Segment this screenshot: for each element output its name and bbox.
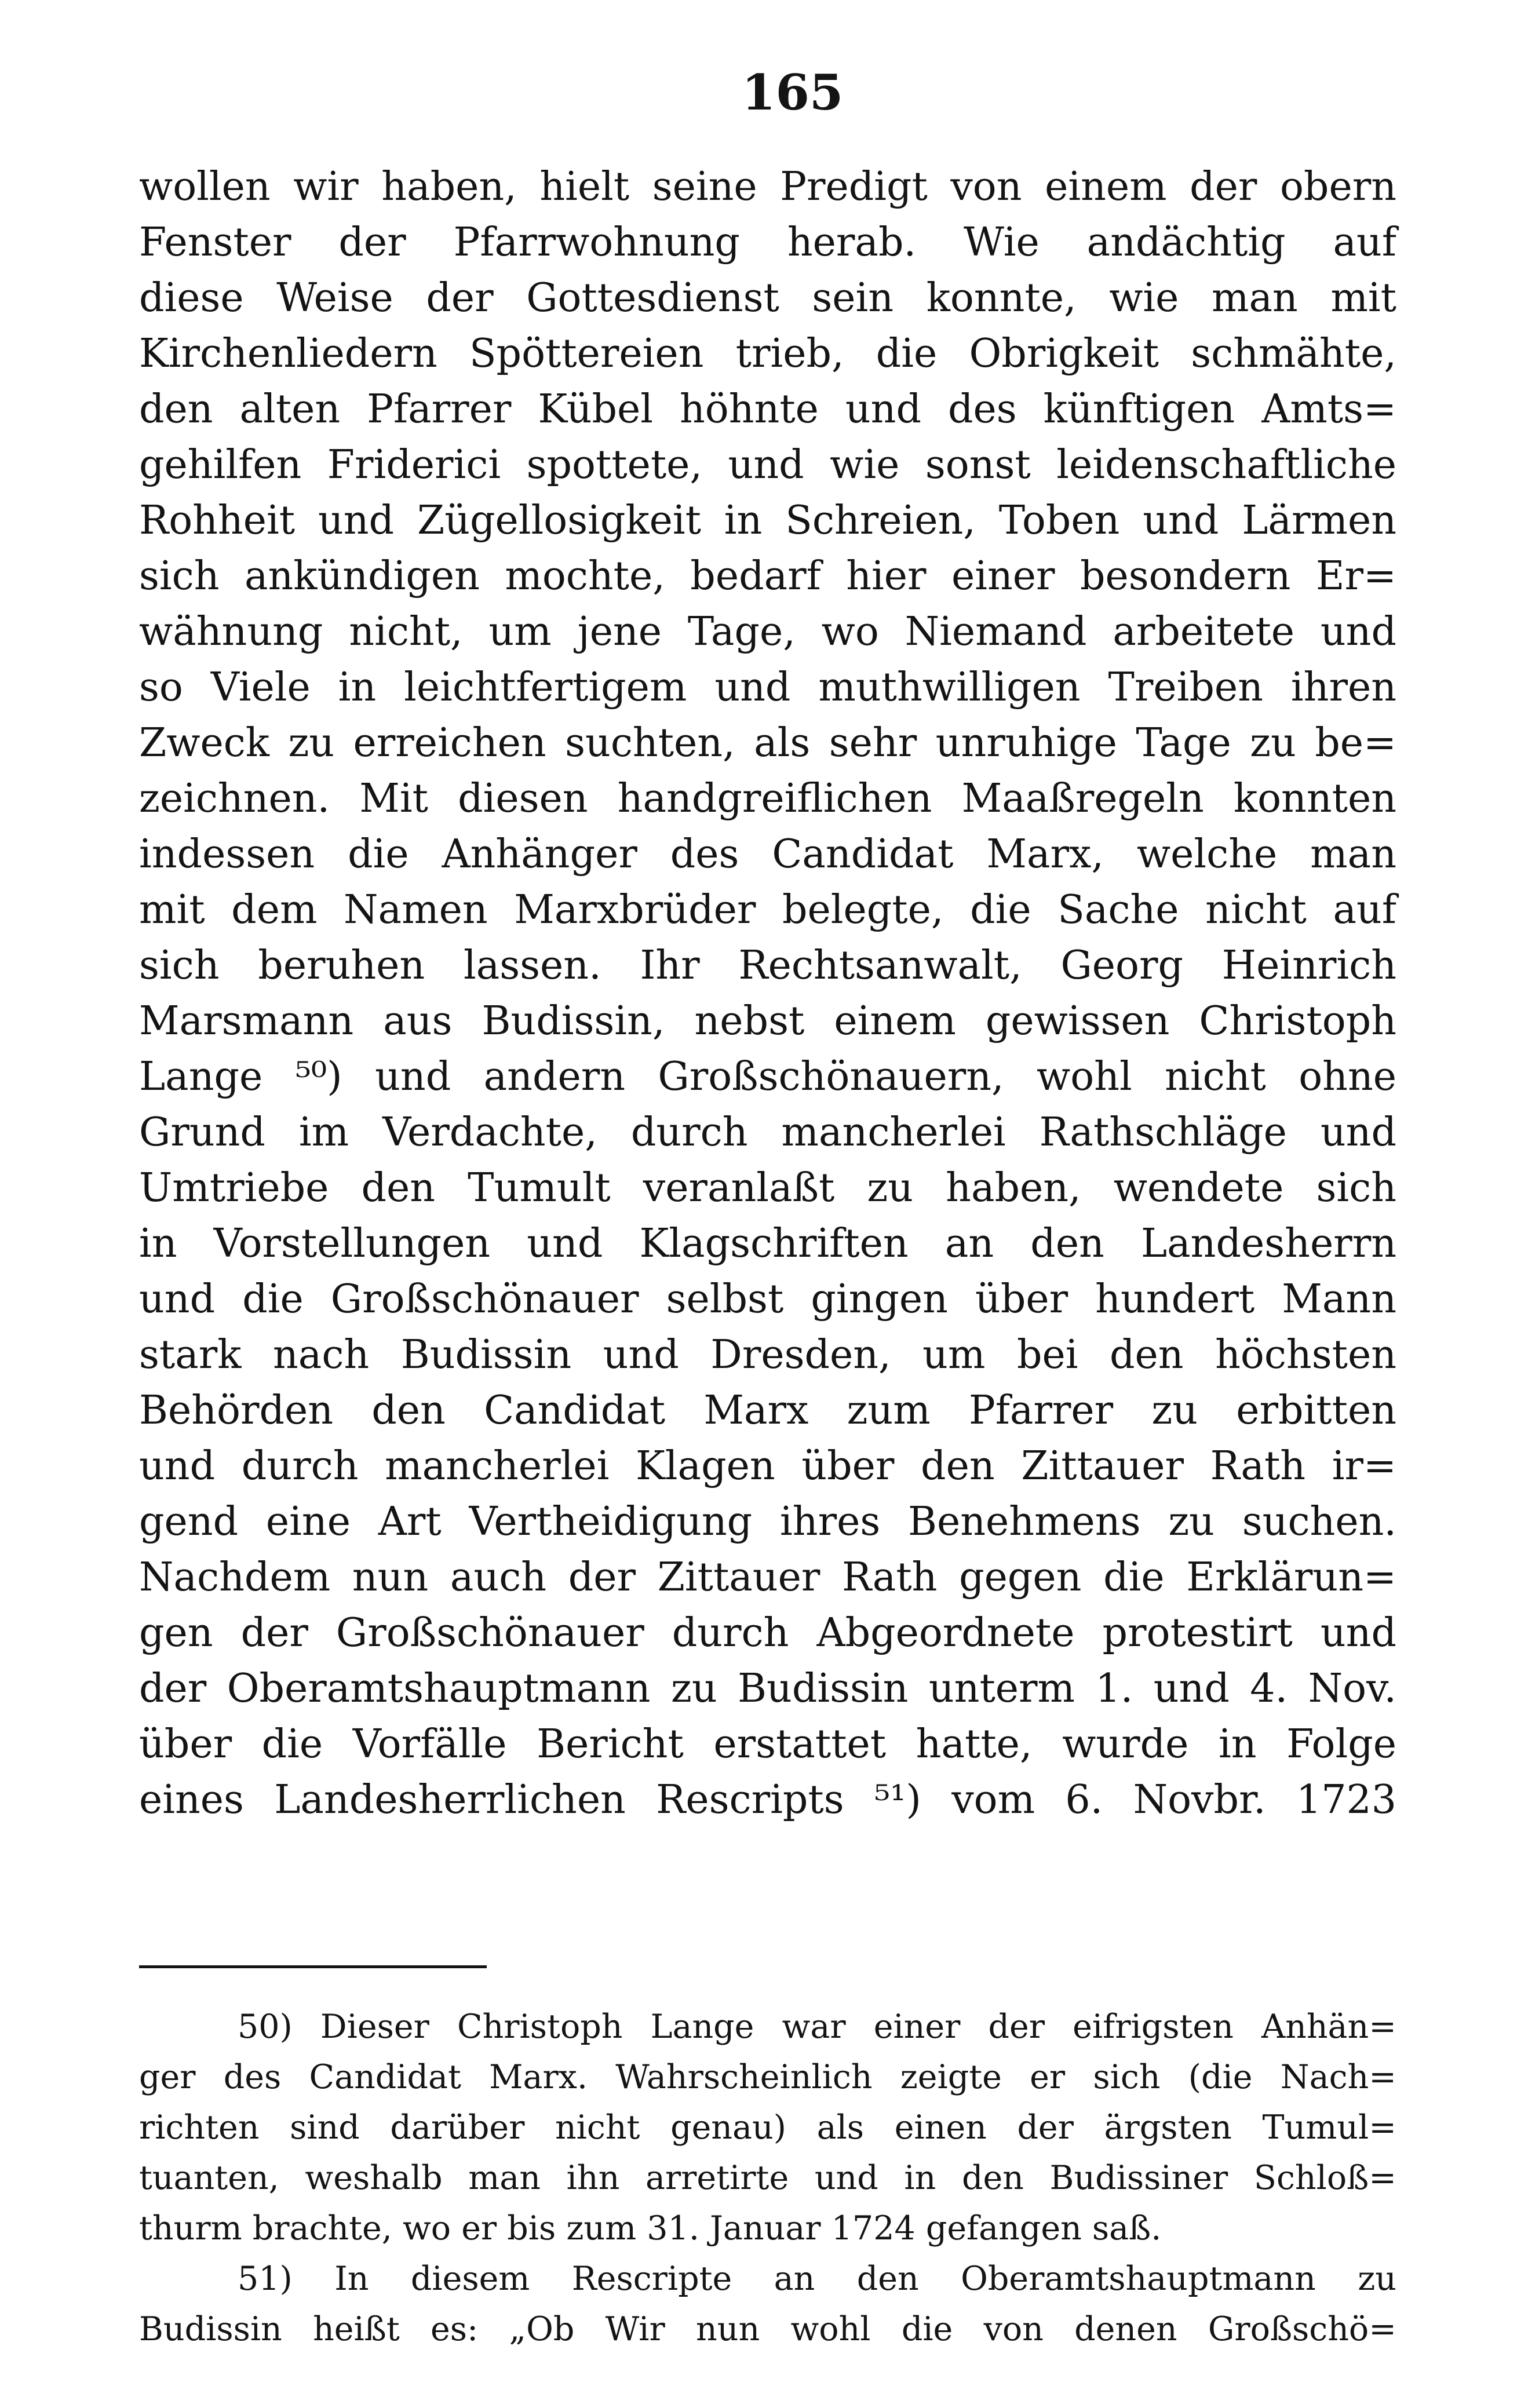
text-line: so Viele in leichtfertigem und muthwilligen Treiben ihren <box>139 665 1396 710</box>
text-line: wollen wir haben, hielt seine Predigt von einem der obern <box>139 164 1396 210</box>
footnotes <box>139 2002 1396 2355</box>
text-line: mit dem Namen Marxbrüder belegte, die Sache nicht auf <box>139 887 1396 933</box>
main-text <box>139 159 1396 1828</box>
text-line: Fenster der Pfarrwohnung herab. Wie andächtig auf <box>139 220 1396 265</box>
text-line: eines Landesherrlichen Rescripts ⁵¹) vom 6. Novbr. 1723 <box>139 1777 1396 1823</box>
footnote-divider <box>139 1965 487 1968</box>
text-line: indessen die Anhänger des Candidat Marx, welche man <box>139 831 1396 877</box>
text-line: und durch mancherlei Klagen über den Zittauer Rath ir= <box>139 1443 1396 1489</box>
footnote-50-line: 50) Dieser Christoph Lange war einer der eifrigsten Anhän= <box>238 2008 1396 2046</box>
text-line: stark nach Budissin und Dresden, um bei den höchsten <box>139 1332 1396 1378</box>
text-line: Kirchenliedern Spöttereien trieb, die Obrigkeit schmähte, <box>139 331 1396 377</box>
text-line: Grund im Verdachte, durch mancherlei Rathschläge und <box>139 1110 1396 1155</box>
text-line: sich ankündigen mochte, bedarf hier einer besondern Er= <box>139 553 1396 599</box>
text-line: gen der Großschönauer durch Abgeordnete protestirt und <box>139 1610 1396 1656</box>
text-line: gehilfen Friderici spottete, und wie sonst leidenschaftliche <box>139 442 1396 488</box>
text-line: und die Großschönauer selbst gingen über hundert Mann <box>139 1276 1396 1322</box>
text-line: Umtriebe den Tumult veranlaßt zu haben, wendete sich <box>139 1165 1396 1211</box>
footnote-51-line: Budissin heißt es: „Ob Wir nun wohl die von denen Großschö= <box>139 2310 1396 2348</box>
footnote-50-line: richten sind darüber nicht genau) als einen der ärgsten Tumul= <box>139 2108 1396 2147</box>
footnote-50-line: ger des Candidat Marx. Wahrscheinlich zeigte er sich (die Nach= <box>139 2058 1396 2096</box>
text-line: Rohheit und Zügellosigkeit in Schreien, Toben und Lärmen <box>139 498 1396 543</box>
page-number: 165 <box>742 64 844 121</box>
text-line: den alten Pfarrer Kübel höhnte und des künftigen Amts= <box>139 386 1396 432</box>
text-line: Lange ⁵⁰) und andern Großschönauern, wohl nicht ohne <box>139 1054 1396 1100</box>
text-line: in Vorstellungen und Klagschriften an den Landesherrn <box>139 1221 1396 1267</box>
text-line: wähnung nicht, um jene Tage, wo Niemand arbeitete und <box>139 609 1396 655</box>
footnote-51-line: 51) In diesem Rescripte an den Oberamtshauptmann zu <box>238 2260 1396 2298</box>
text-line: Nachdem nun auch der Zittauer Rath gegen die Erklärun= <box>139 1555 1396 1600</box>
text-line: über die Vorfälle Bericht erstattet hatte, wurde in Folge <box>139 1721 1396 1767</box>
text-line: der Oberamtshauptmann zu Budissin unterm 1. und 4. Nov. <box>139 1666 1396 1712</box>
text-line: Zweck zu erreichen suchten, als sehr unruhige Tage zu be= <box>139 720 1396 766</box>
text-line: sich beruhen lassen. Ihr Rechtsanwalt, Georg Heinrich <box>139 943 1396 988</box>
text-line: gend eine Art Vertheidigung ihres Benehmens zu suchen. <box>139 1499 1396 1545</box>
text-line: zeichnen. Mit diesen handgreiflichen Maaßregeln konnten <box>139 776 1396 822</box>
footnote-50-line: tuanten, weshalb man ihn arretirte und in den Budissiner Schloß= <box>139 2159 1396 2197</box>
text-line: Marsmann aus Budissin, nebst einem gewissen Christoph <box>139 998 1396 1044</box>
footnote-50-line: thurm brachte, wo er bis zum 31. Januar 1724 gefangen saß. <box>139 2209 1162 2248</box>
text-line: Behörden den Candidat Marx zum Pfarrer zu erbitten <box>139 1388 1396 1433</box>
text-line: diese Weise der Gottesdienst sein konnte, wie man mit <box>139 275 1396 321</box>
